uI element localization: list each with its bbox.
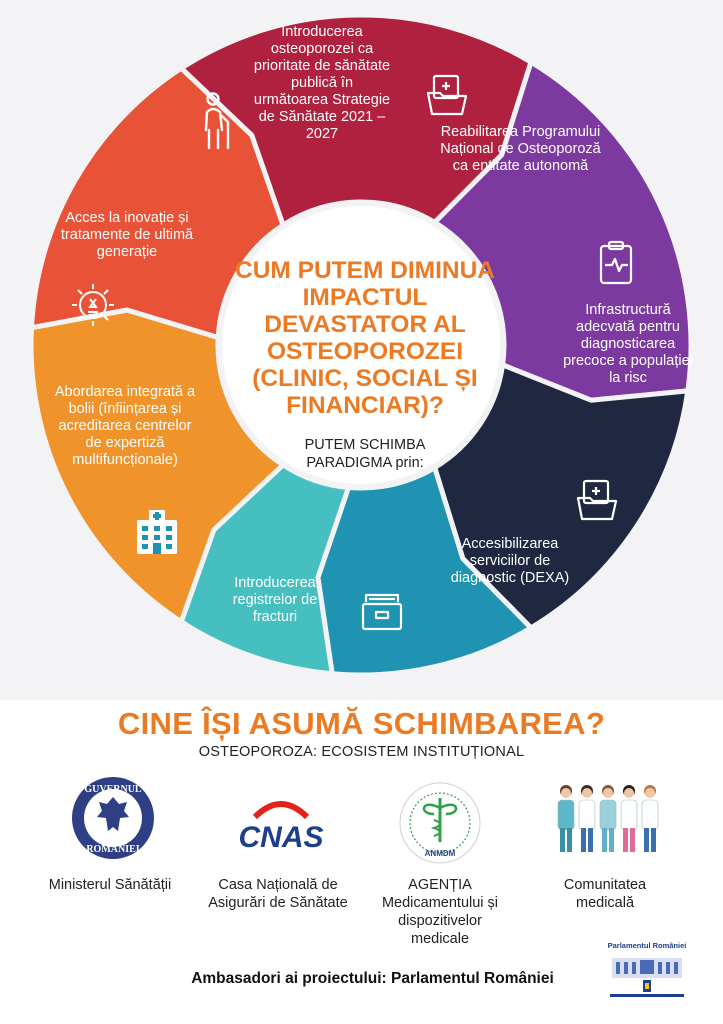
segment-text-program: Reabilitarea Programului Național de Osteoporoză ca entitate autonomă <box>440 124 601 174</box>
elderly-person-icon <box>195 92 235 150</box>
medical-folder-icon <box>575 478 619 522</box>
file-drawer-icon <box>360 590 404 632</box>
segment-text-dexa: Accesibilizarea serviciilor de diagnostic (DEXA) <box>450 536 570 586</box>
medical-worker-figure <box>642 785 658 852</box>
parliament-logo-label: Parlamentul României <box>607 941 687 950</box>
who-title: CINE ÎȘI ASUMĂ SCHIMBAREA? <box>117 706 606 741</box>
cnas-logo <box>233 795 329 855</box>
ambassadors-line: Ambasadori ai proiectului: Parlamentul României <box>191 970 554 987</box>
central-question: CUM PUTEM DIMINUA IMPACTUL DEVASTATOR AL OSTEOPOROZEI (CLINIC, SOCIAL ȘI FINANCIAR)? <box>235 257 495 419</box>
segment-text-innovation: Acces la inovație și tratamente de ultimă generație <box>60 210 194 260</box>
segment-text-integrated: Abordarea integrată a bolii (înființarea și acreditarea centrelor de expertiză multifuncționale) <box>54 384 196 468</box>
anmdm-logo <box>395 778 485 868</box>
svg-text:ROMÂNIEI: ROMÂNIEI <box>86 844 140 855</box>
clipboard-heartbeat-icon <box>598 240 634 286</box>
svg-text:ANMDM: ANMDM <box>424 849 456 858</box>
hospital-building-icon <box>133 508 181 556</box>
medical-staff-illustration <box>555 782 665 854</box>
central-subtitle: PUTEM SCHIMBA PARADIGMA prin: <box>304 437 426 471</box>
who-subtitle: OSTEOPOROZA: ECOSISTEM INSTITUȚIONAL <box>198 744 525 760</box>
segment-text-infrastructure: Infrastructură adecvată pentru diagnosticarea precoce a populației la risc <box>563 302 693 386</box>
medical-worker-figure <box>621 785 637 852</box>
innovation-bulb-icon <box>70 282 116 328</box>
svg-text:GUVERNUL: GUVERNUL <box>84 784 142 795</box>
guvernul-romaniei-seal <box>70 775 156 861</box>
institution-ministry: Ministerul Sănătății <box>48 877 172 893</box>
medical-worker-figure <box>558 785 574 852</box>
medical-folder-icon <box>425 73 469 117</box>
segment-text-priority: Introducerea osteoporozei ca prioritate de sănătate publică în următoarea Strategie de Sănătate 2021 – 2027 <box>253 24 391 142</box>
svg-text:CNAS: CNAS <box>238 821 324 854</box>
institution-anmdm: AGENȚIA Medicamentului și dispozitivelor medicale <box>381 877 499 947</box>
parliament-logo <box>610 952 684 998</box>
institution-cnas: Casa Națională de Asigurări de Sănătate <box>208 877 348 911</box>
institution-medical-community: Comunitatea medicală <box>563 877 647 911</box>
medical-worker-figure <box>579 785 595 852</box>
segment-text-registers: Introducerea registrelor de fracturi <box>232 575 318 625</box>
medical-worker-figure <box>600 785 616 852</box>
